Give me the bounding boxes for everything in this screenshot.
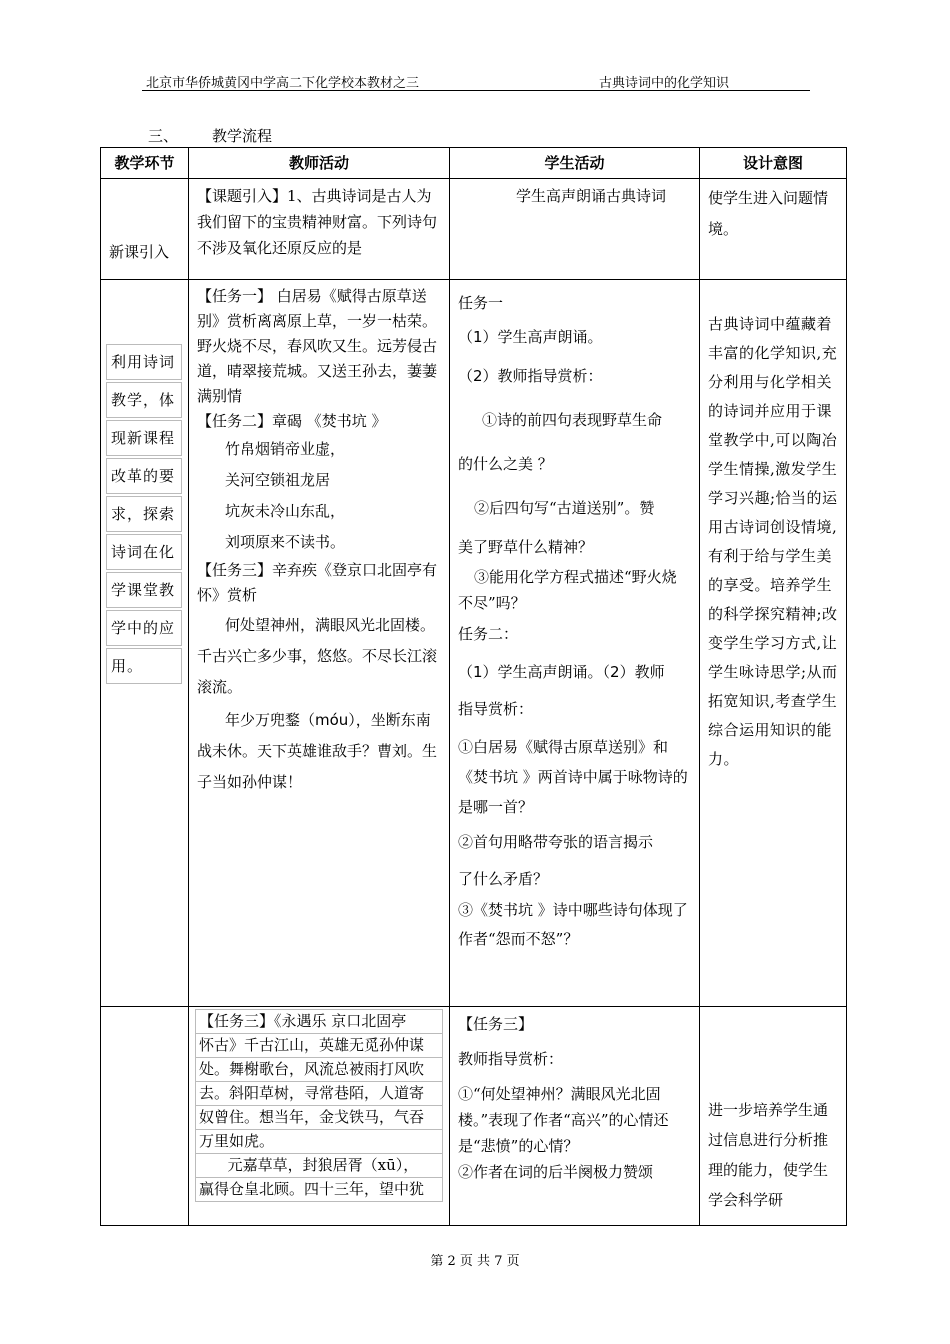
stage-line: 求，探索 (106, 496, 182, 532)
stage-line: 用。 (106, 648, 182, 684)
table-header-row (101, 148, 847, 179)
student-line: ②作者在词的后半阕极力赞颂 (458, 1163, 654, 1181)
student-line: ①诗的前四句表现野草生命 (482, 411, 663, 429)
poem-line: 刘项原来不读书。 (225, 533, 346, 551)
intent-text: 使学生进入问题情境。 (708, 189, 829, 238)
header-course-title: 古典诗词中的化学知识 (599, 76, 730, 91)
student-cell (450, 179, 700, 280)
student-line: 任务二： (458, 625, 519, 643)
poem-line: 【任务三】《永遇乐 京口北固亭 (195, 1009, 443, 1034)
intent-text: 进一步培养学生通过信息进行分析推理的能力，使学生学会科学研 (708, 1101, 829, 1209)
task1-text: 【任务一】 白居易《赋得古原草送别》赏析离离原上草，一岁一枯荣。野火烧不尽，春风吹又生。远芳侵古道，晴翠接荒城。又送王孙去，萋萋满别情 (197, 287, 438, 405)
student-line: ②首句用略带夸张的语言揭示 (458, 833, 654, 851)
stage-line: 改革的要 (106, 458, 182, 494)
poem-line: 坑灰未冷山东乱， (225, 502, 346, 520)
stage-cell (101, 1007, 189, 1226)
table-row (101, 280, 847, 1007)
intent-cell (700, 179, 847, 280)
task3-paragraph-1: 何处望神州，满眼风光北固楼。千古兴亡多少事，悠悠。不尽长江滚滚流。 (197, 616, 438, 696)
header-design-intent: 设计意图 (700, 148, 847, 179)
student-line: ③能用化学方程式描述“野火烧不尽”吗？ (458, 568, 677, 612)
stage-cell (101, 179, 189, 280)
poem-line: 处。舞榭歌台，风流总被雨打风吹 (195, 1058, 443, 1082)
poem-line: 元嘉草草，封狼居胥（xū）， (195, 1154, 443, 1178)
student-line: ①“何处望神州？满眼风光北固楼。”表现了作者“高兴”的心情还是“悲愤”的心情？ (458, 1085, 669, 1155)
teacher-cell (189, 280, 450, 1007)
teacher-cell (189, 1007, 450, 1226)
teacher-cell (189, 179, 450, 280)
section-heading (148, 125, 272, 146)
intent-cell (700, 280, 847, 1007)
student-line: ③《焚书坑 》诗中哪些诗句体现了作者“怨而不怒”？ (458, 901, 688, 948)
student-cell (450, 1007, 700, 1226)
poem-line: 万里如虎。 (195, 1130, 443, 1154)
stage-line: 学中的应 (106, 610, 182, 646)
student-line: 指导赏析： (458, 700, 534, 718)
poem-line: 关河空锁祖龙居 (225, 471, 331, 489)
intent-cell (700, 1007, 847, 1226)
stage-label: 新课引入 (109, 243, 170, 261)
page-footer: 第 2 页 共 7 页 (430, 1254, 520, 1269)
student-line: ①白居易《赋得古原草送别》和《焚书坑 》两首诗中属于咏物诗的是哪一首？ (458, 738, 688, 816)
poem-line: 去。斜阳草树，寻常巷陌，人道寄 (195, 1082, 443, 1106)
student-line: 了什么矛盾？ (458, 870, 549, 888)
section-number: 三、 (148, 127, 179, 145)
stage-line: 学课堂教 (106, 572, 182, 608)
task2-poem (197, 434, 441, 558)
stage-line: 现新课程 (106, 420, 182, 456)
stage-cell (101, 280, 189, 1007)
intent-text: 古典诗词中蕴藏着丰富的化学知识,充分利用与化学相关的诗词并应用于课堂教学中,可以陶冶学生情操,激发学生学习兴趣;恰当的运用古诗词创设情境,有利于给与学生美的享受。培养学生的科学探究精神;改变学生学习方式,让学生咏诗思学;从而拓宽知识,考查学生综合运用知识的能力。 (708, 315, 838, 768)
table-row (101, 1007, 847, 1226)
student-line: 任务一 (458, 294, 504, 312)
table-row (101, 179, 847, 280)
stage-line: 利用诗词 (106, 344, 182, 380)
header-teacher-activity: 教师活动 (189, 148, 450, 179)
section-title: 教学流程 (212, 127, 273, 145)
student-line: （1）学生高声朗诵。 (458, 328, 603, 346)
student-line: （2）教师指导赏析： (458, 367, 603, 385)
poem-line: 怀古》千古江山，英雄无觅孙仲谋 (195, 1034, 443, 1058)
stage-line: 诗词在化 (106, 534, 182, 570)
teaching-flow-table (100, 147, 847, 1226)
task2-title: 【任务二】章碣 《焚书坑 》 (197, 412, 387, 430)
stage-line: 教学，体 (106, 382, 182, 418)
poem-line: 奴曾住。想当年，金戈铁马，气吞 (195, 1106, 443, 1130)
poem-line: 竹帛烟销帝业虚， (225, 440, 346, 458)
task3-paragraph-2: 年少万兜鍪（móu），坐断东南战未休。天下英雄谁敌手？曹刘。生子当如孙仲谋！ (197, 711, 438, 791)
student-line: 的什么之美 ？ (458, 455, 553, 473)
header-stage: 教学环节 (101, 148, 189, 179)
student-line: ②后四句写“古道送别”。赞 (474, 499, 655, 517)
student-line: 教师指导赏析： (458, 1050, 564, 1068)
poem-line: 赢得仓皇北顾。四十三年，望中犹 (195, 1178, 443, 1202)
stage-boxed-list (101, 280, 188, 684)
header-student-activity: 学生活动 (450, 148, 700, 179)
student-cell (450, 280, 700, 1007)
student-line: 【任务三】 (458, 1015, 534, 1033)
header-school-title: 北京市华侨城黄冈中学高二下化学校本教材之三 (146, 76, 420, 91)
student-line: （1）学生高声朗诵。（2）教师 (458, 663, 665, 681)
teacher-boxed-poem (189, 1007, 449, 1202)
teacher-intro-text: 【课题引入】1、古典诗词是古人为我们留下的宝贵精神财富。下列诗句不涉及氧化还原反应的是 (197, 187, 438, 257)
student-text: 学生高声朗诵古典诗词 (516, 187, 667, 205)
task3-title: 【任务三】辛弃疾《登京口北固亭有怀》赏析 (197, 561, 438, 604)
page-header (142, 68, 810, 91)
student-line: 美了野草什么精神？ (458, 538, 594, 556)
